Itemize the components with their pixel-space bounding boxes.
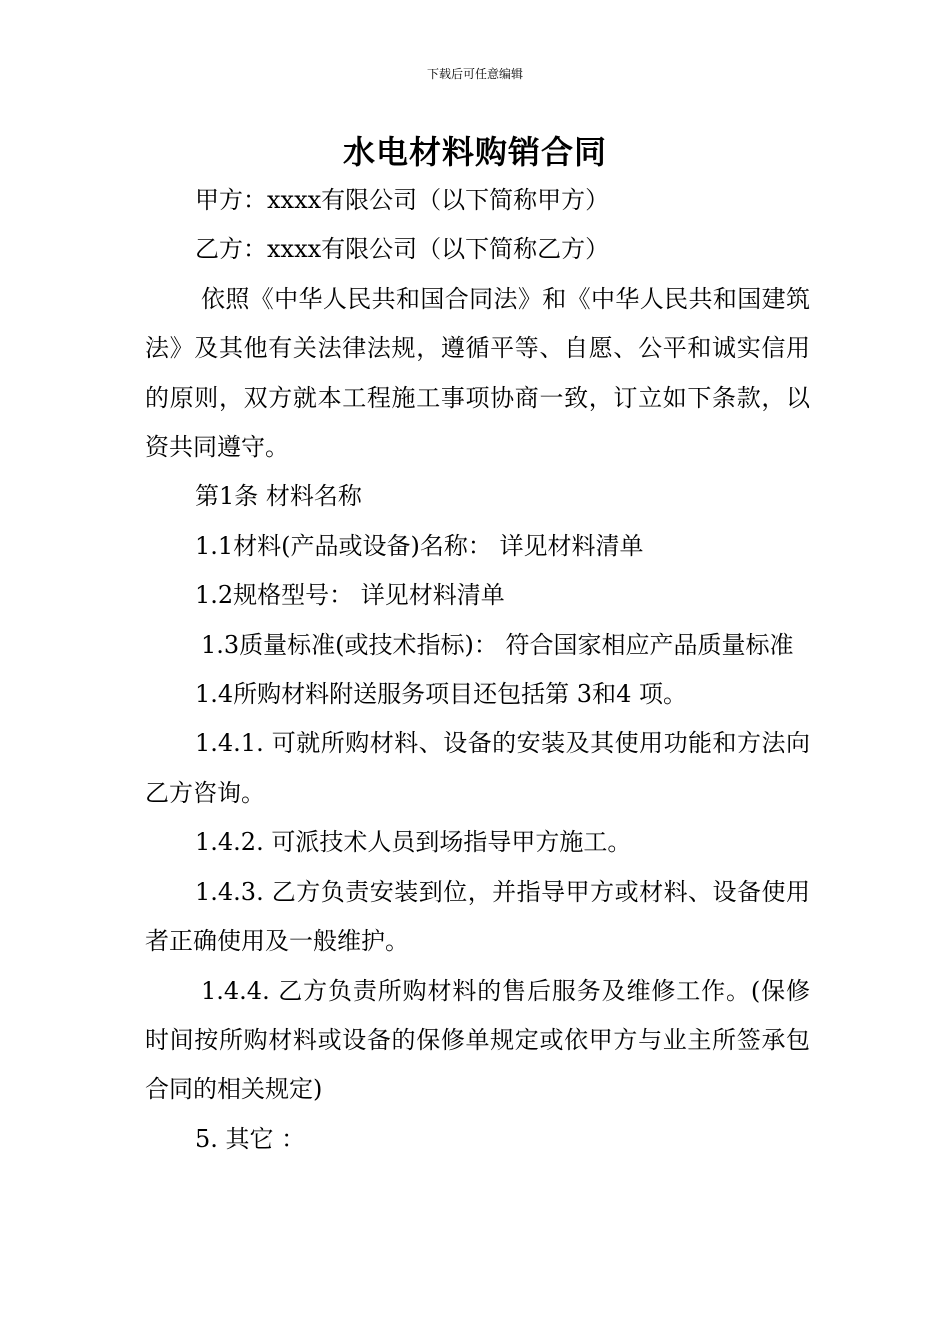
party-a-line: 甲方：xxxx有限公司（以下简称甲方）	[195, 186, 610, 214]
clause-1-1: 1.1材料(产品或设备)名称： 详见材料清单	[195, 531, 644, 560]
clause-1-4-1: 1.4.1. 可就所购材料、设备的安装及其使用功能和方法向乙方咨询。	[145, 729, 810, 807]
clause-5-other: 5. 其它 ：	[195, 1124, 306, 1153]
header-note: 下载后可任意编辑	[426, 67, 523, 81]
party-b-line: 乙方：xxxx有限公司（以下简称乙方）	[195, 235, 610, 264]
article-1-heading: 第1条 材料名称	[195, 482, 362, 511]
preamble-paragraph: 依照《中华人民共和国合同法》和《中华人民共和国建筑法》及其他有关法律法规，遵循平等、自愿、公平和诚实信用的原则，双方就本工程施工事项协商一致，订立如下条款，以资共同遵守。	[145, 284, 810, 462]
clause-1-4-4: 1.4.4. 乙方负责所购材料的售后服务及维修工作。(保修时间按所购材料或设备的保修单规定或依甲方与业主所签承包合同的相关规定)	[145, 976, 810, 1104]
clause-1-4: 1.4所购材料附送服务项目还包括第 3和4 项。	[195, 680, 687, 709]
contract-body	[145, 176, 810, 1164]
clause-1-4-3: 1.4.3. 乙方负责安装到位，并指导甲方或材料、设备使用者正确使用及一般维护。	[145, 877, 810, 956]
clause-1-3: 1.3质量标准(或技术指标)： 符合国家相应产品质量标准	[201, 630, 794, 659]
clause-1-2: 1.2规格型号： 详见材料清单	[195, 581, 505, 610]
document-title: 水电材料购销合同	[342, 133, 607, 171]
clause-1-4-2: 1.4.2. 可派技术人员到场指导甲方施工。	[195, 828, 632, 857]
